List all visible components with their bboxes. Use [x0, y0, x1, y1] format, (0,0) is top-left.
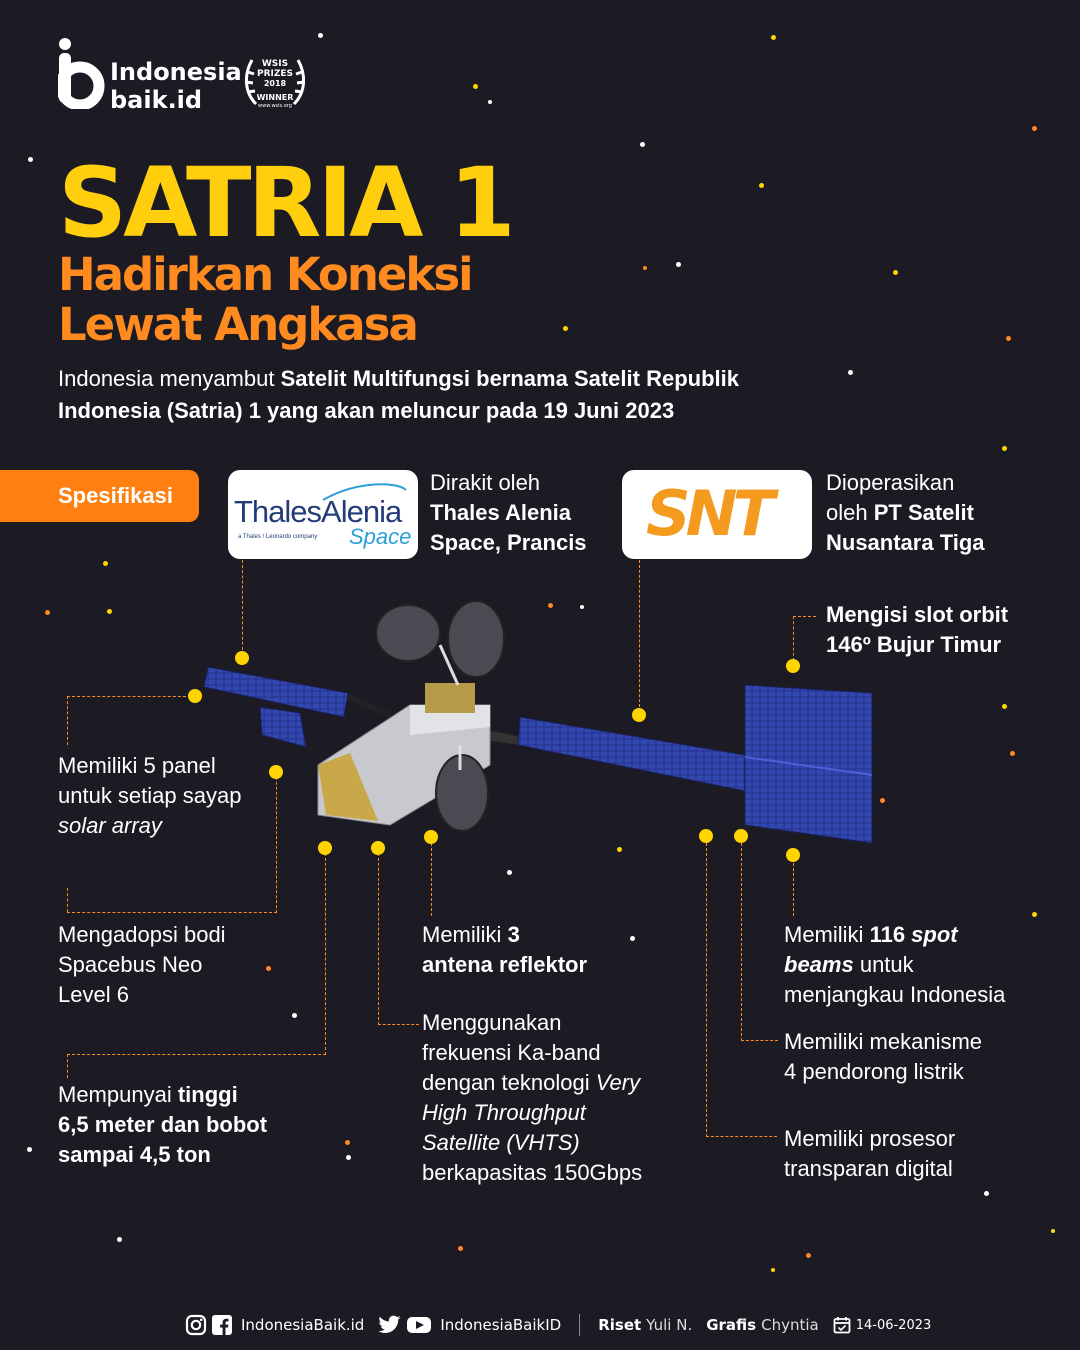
label-beams-l3: menjangkau Indonesia — [784, 982, 1006, 1007]
thales-logo-card — [228, 470, 418, 559]
label-beams — [784, 920, 1005, 1010]
right-solar-panel-1 — [518, 717, 745, 791]
marker-dot-thrust — [734, 829, 748, 843]
label-orbit — [826, 600, 1008, 660]
marker-dot-body — [269, 765, 283, 779]
footer — [185, 1312, 931, 1338]
snt-cap-line3: Nusantara Tiga — [826, 530, 985, 555]
marker-dot-antenna — [424, 830, 438, 844]
snt-cap-line2 — [826, 498, 985, 528]
label-antenna-l1a: Memiliki — [422, 922, 508, 947]
label-panel-l2: untuk setiap sayap — [58, 783, 242, 808]
label-beams-l1 — [784, 920, 1005, 950]
wsis-award-badge — [242, 52, 308, 116]
label-beams-l1a: Memiliki — [784, 922, 870, 947]
label-body-l2: Spacebus Neo — [58, 952, 203, 977]
brand-name — [110, 58, 242, 114]
label-orbit-l2: 146º Bujur Timur — [826, 632, 1002, 657]
label-height — [58, 1080, 267, 1170]
label-beams-l1c: spot — [911, 922, 958, 947]
intro-part1: Indonesia menyambut — [58, 366, 281, 391]
thales-caption — [430, 468, 587, 558]
label-antenna-l1b: 3 — [507, 922, 520, 947]
marker-dot-height — [318, 841, 332, 855]
label-beams-l2a: beams — [784, 952, 854, 977]
label-panel-l1: Memiliki 5 panel — [58, 753, 216, 778]
footer-handle2[interactable]: IndonesiaBaikID — [440, 1316, 562, 1334]
connector-orbit — [793, 616, 816, 661]
thales-cap-line2: Thales Alenia — [430, 500, 572, 525]
marker-dot-snt — [632, 708, 646, 722]
marker-dot-orbit — [786, 659, 800, 673]
label-body — [58, 920, 226, 1010]
page-title: SATRIA 1 — [58, 147, 512, 259]
label-beams-l2b: untuk — [853, 952, 914, 977]
connector-height-left — [67, 1054, 68, 1078]
marker-dot-panel — [188, 689, 202, 703]
footer-grafis-name: Chyntia — [761, 1316, 819, 1334]
label-proc-l2: transparan digital — [784, 1156, 953, 1181]
intro-text — [58, 363, 858, 427]
thales-cap-line3: Space, Prancis — [430, 530, 587, 555]
connector-freq — [378, 848, 419, 1025]
label-proc — [784, 1124, 955, 1184]
award-line4: WINNER — [256, 93, 294, 102]
label-body-l3: Level 6 — [58, 982, 129, 1007]
snt-caption — [826, 468, 985, 558]
label-height-l1a: Mempunyai — [58, 1082, 178, 1107]
award-url: www.wsis.org — [258, 103, 292, 109]
label-freq-l3 — [422, 1068, 642, 1098]
label-freq-l1: Menggunakan — [422, 1010, 562, 1035]
footer-date: 14-06-2023 — [855, 1317, 932, 1333]
twitter-icon[interactable] — [378, 1315, 402, 1335]
brand-line2: baik.id — [110, 86, 203, 114]
thales-logo-small: a Thales / Leonardo company — [238, 534, 318, 540]
label-thrust — [784, 1027, 982, 1087]
label-freq-l3b: Very — [595, 1070, 641, 1095]
label-thrust-l2: 4 pendorong listrik — [784, 1059, 964, 1084]
connector-snt — [639, 560, 640, 712]
marker-dot-freq — [371, 841, 385, 855]
award-line2: PRIZES — [256, 69, 294, 79]
right-solar-panel-2 — [745, 685, 872, 843]
spec-tag: Spesifikasi — [0, 470, 199, 522]
label-panel — [58, 751, 241, 841]
marker-dot-beams — [786, 848, 800, 862]
label-freq — [422, 1008, 642, 1188]
indonesiabaik-logo-icon — [58, 37, 118, 109]
label-orbit-l1: Mengisi slot orbit — [826, 602, 1009, 627]
label-height-l1 — [58, 1080, 267, 1110]
label-antenna — [422, 920, 587, 980]
label-freq-l6: berkapasitas 150Gbps — [422, 1160, 643, 1185]
left-solar-panel-2 — [260, 707, 306, 747]
label-body-l1: Mengadopsi bodi — [58, 922, 226, 947]
label-beams-l1b: 116 — [869, 922, 912, 947]
label-beams-l2 — [784, 950, 1005, 980]
label-freq-l5: Satellite (VHTS) — [422, 1130, 580, 1155]
connector-beams — [793, 858, 794, 916]
footer-grafis-label: Grafis — [706, 1316, 757, 1334]
label-height-l3: sampai 4,5 ton — [58, 1142, 211, 1167]
snt-logo-card — [622, 470, 812, 559]
thales-logo-text: ThalesAlenia — [234, 494, 402, 529]
subtitle-line2: Lewat Angkasa — [58, 298, 417, 351]
label-antenna-l1 — [422, 920, 587, 950]
intro-bold1: Satelit Multifungsi bernama Satelit Republik — [280, 366, 739, 391]
intro-bold2: Indonesia (Satria) 1 yang akan meluncur pada 19 Juni 2023 — [58, 398, 675, 423]
marker-dot-thales — [235, 651, 249, 665]
label-thrust-l1: Memiliki mekanisme — [784, 1029, 983, 1054]
connector-thrust — [741, 838, 778, 1041]
label-panel-l3: solar array — [58, 813, 162, 838]
marker-dot-proc — [699, 829, 713, 843]
instagram-icon[interactable] — [185, 1314, 207, 1336]
connector-panel — [67, 696, 196, 745]
satellite-illustration — [200, 595, 880, 855]
label-freq-l4: High Throughput — [422, 1100, 586, 1125]
subtitle-line1: Hadirkan Koneksi — [58, 248, 472, 301]
snt-cap-line1: Dioperasikan — [826, 470, 955, 495]
footer-riset-label: Riset — [598, 1316, 642, 1334]
brand-line1: Indonesia — [110, 58, 242, 86]
calendar-icon — [833, 1316, 851, 1334]
label-freq-l2: frekuensi Ka-band — [422, 1040, 601, 1065]
award-line3: 2018 — [263, 79, 287, 88]
connector-thales — [242, 560, 243, 655]
footer-divider — [579, 1314, 580, 1336]
subtitle — [58, 250, 472, 350]
label-antenna-l2: antena reflektor — [422, 952, 588, 977]
label-height-l2: 6,5 meter dan bobot — [58, 1112, 268, 1137]
label-freq-l3a: dengan teknologi — [422, 1070, 596, 1095]
facebook-icon[interactable] — [211, 1314, 233, 1336]
thales-logo-space: Space — [349, 524, 412, 549]
footer-handle1[interactable]: IndonesiaBaik.id — [241, 1316, 365, 1334]
label-proc-l1: Memiliki prosesor — [784, 1126, 956, 1151]
snt-cap-line2a: oleh — [826, 500, 874, 525]
snt-cap-line2b: PT Satelit — [873, 500, 974, 525]
snt-logo-text: SNT — [646, 477, 770, 550]
thales-cap-line1: Dirakit oleh — [430, 470, 541, 495]
award-line1: WSIS — [261, 59, 289, 69]
footer-riset-name: Yuli N. — [646, 1316, 693, 1334]
label-height-l1b: tinggi — [177, 1082, 238, 1107]
connector-antenna — [431, 838, 432, 916]
brand-logo — [58, 37, 118, 109]
youtube-icon[interactable] — [406, 1315, 432, 1335]
